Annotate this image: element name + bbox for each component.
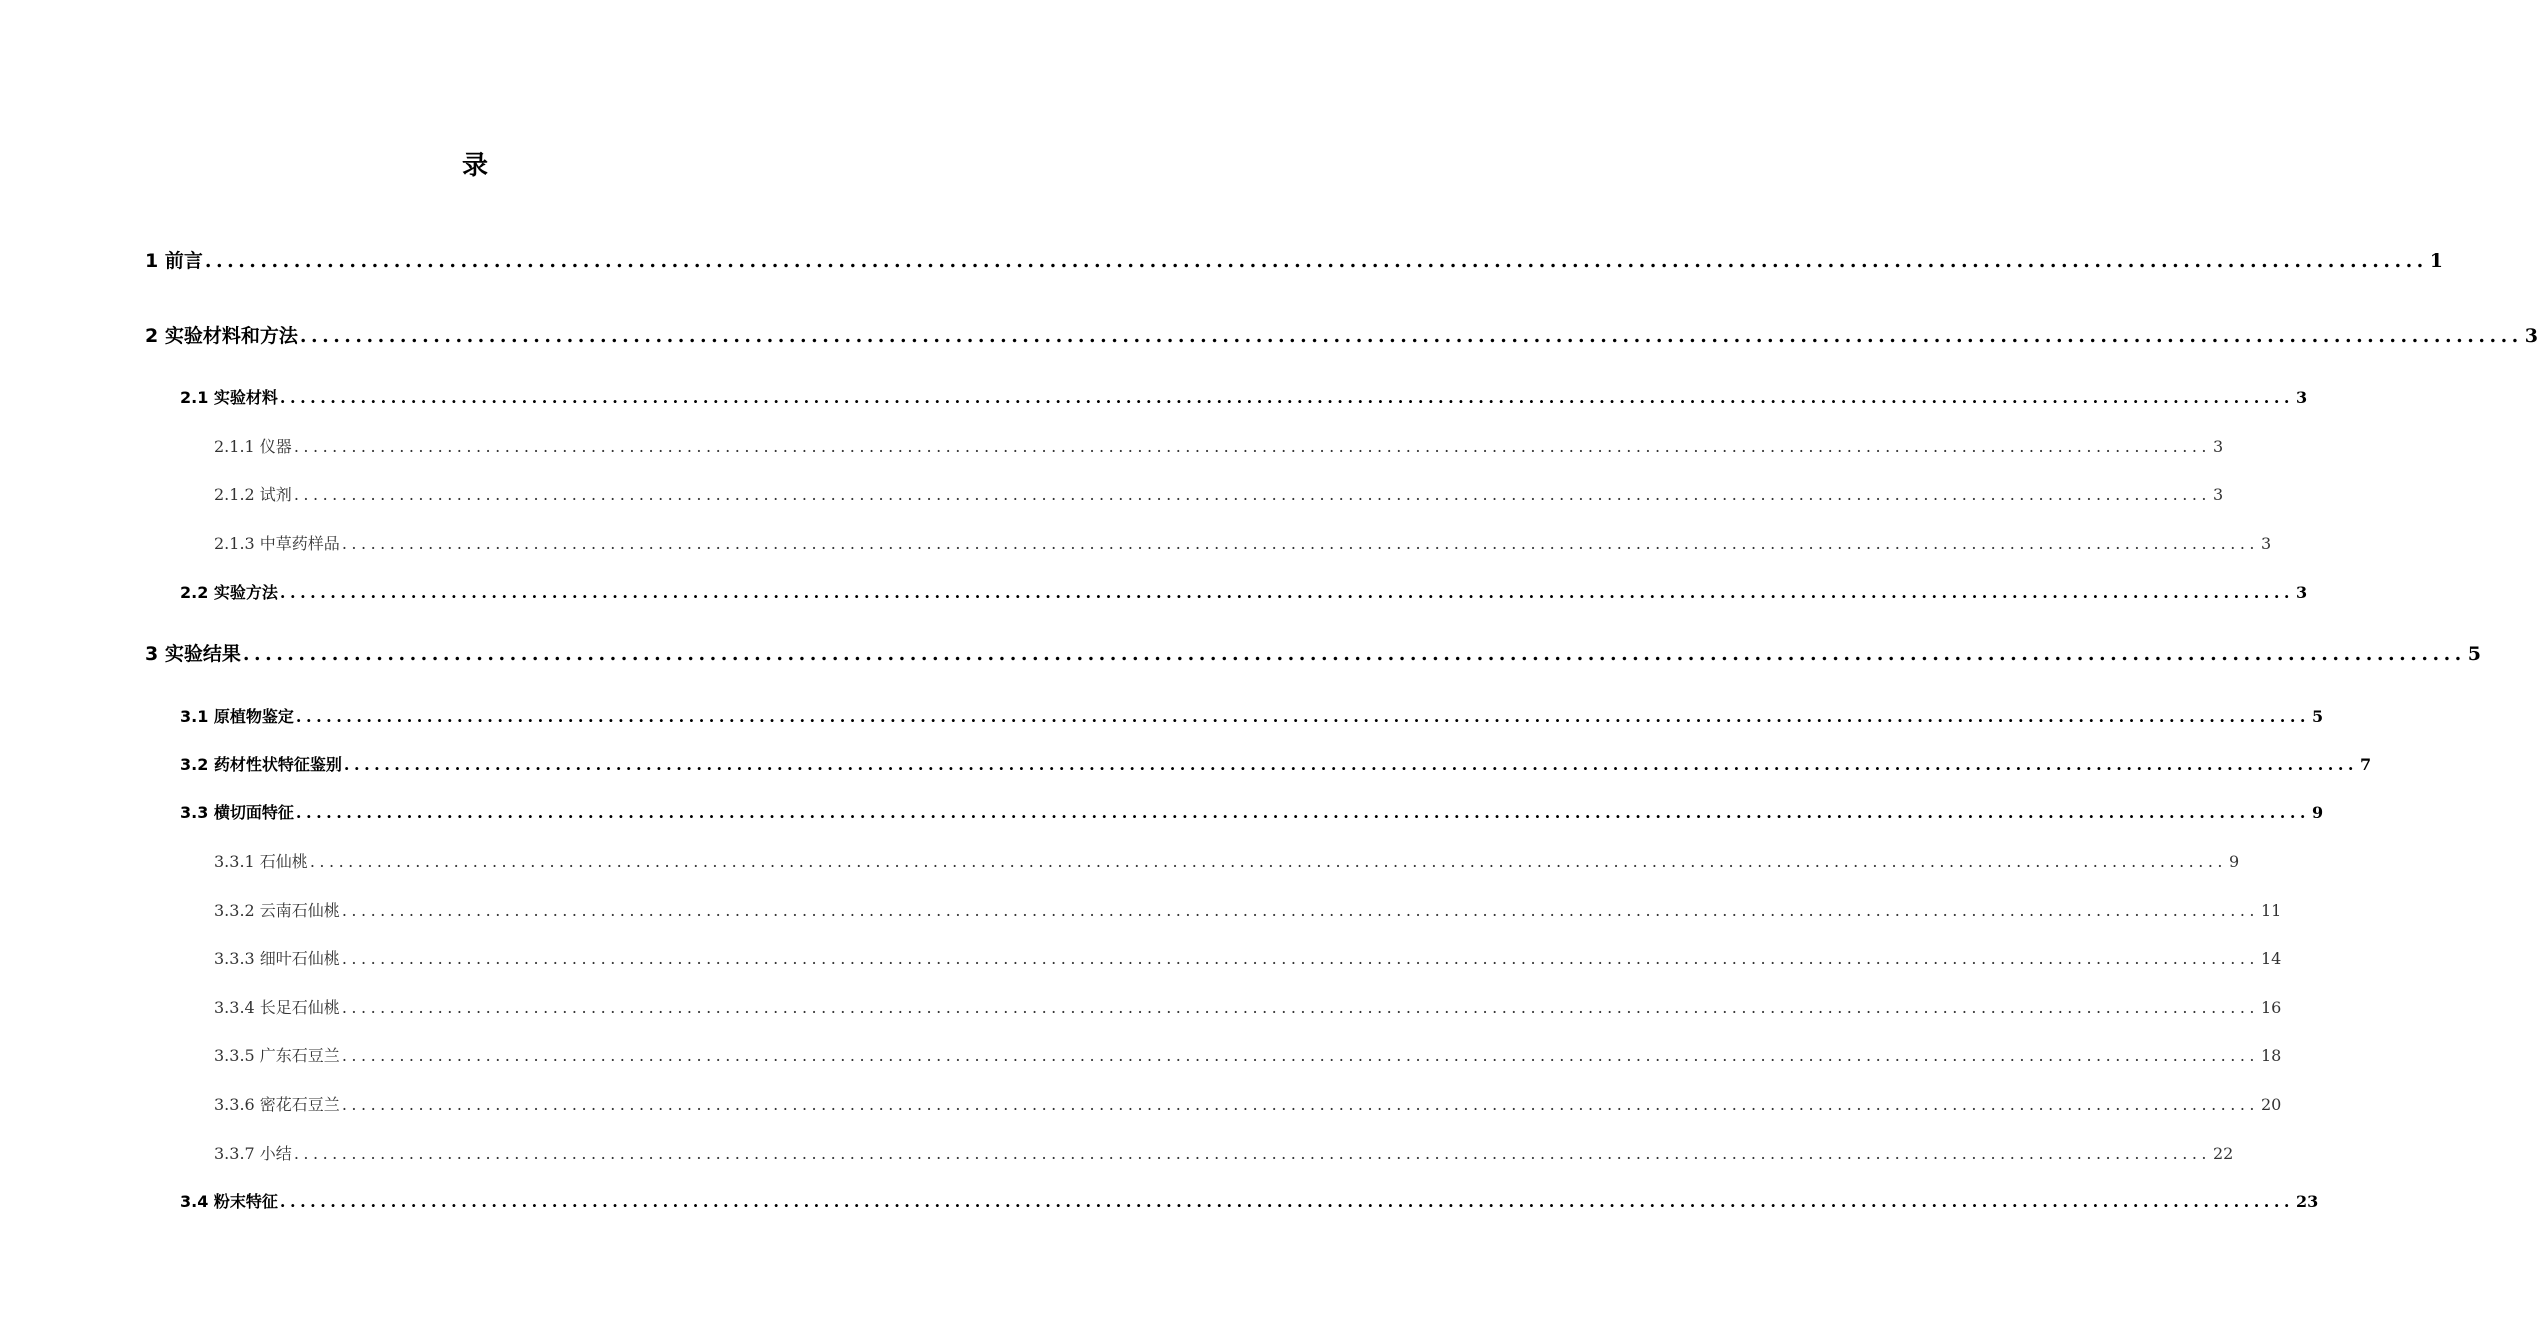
toc-leader-dots: ........................................................................................................................................................................................................ [204, 250, 2428, 272]
toc-entry-page: 11 [2261, 901, 2282, 920]
toc-entry-page: 3 [2261, 534, 2272, 553]
toc-entry[interactable] [214, 531, 2272, 554]
toc-entry-page: 5 [2311, 707, 2324, 726]
toc-entry[interactable] [214, 1043, 2282, 1066]
toc-entry-page: 7 [2359, 755, 2372, 774]
toc-leader-dots: ........................................................................................................................................................................................................ [293, 1144, 2211, 1163]
toc-entry-page: 22 [2213, 1144, 2234, 1163]
toc-leader-dots: ........................................................................................................................................................................................................ [341, 1095, 2259, 1114]
toc-entry-label: 2.1 实验材料 [180, 388, 278, 407]
toc-entry-label: 1 前言 [145, 250, 203, 272]
toc-entry-label: 2.1.3 中草药样品 [214, 534, 340, 553]
toc-entry-page: 3 [2524, 325, 2538, 347]
toc-entry[interactable] [145, 639, 2482, 666]
toc-entry-label: 2.1.1 仪器 [214, 437, 292, 456]
toc-entry-label: 3.1 原植物鉴定 [180, 707, 294, 726]
toc-entry-label: 3.3.6 密花石豆兰 [214, 1095, 340, 1114]
toc-entry-label: 3.2 药材性状特征鉴别 [180, 755, 342, 774]
toc-entry[interactable] [145, 246, 2444, 273]
toc-leader-dots: ........................................................................................................................................................................................................ [293, 485, 2211, 504]
toc-entry-page: 9 [2229, 852, 2240, 871]
toc-entry-label: 3.3.2 云南石仙桃 [214, 901, 340, 920]
toc-entry[interactable] [145, 321, 2538, 348]
toc-entry-label: 3.3 横切面特征 [180, 803, 294, 822]
toc-leader-dots: ........................................................................................................................................................................................................ [295, 803, 2310, 822]
toc-entry[interactable] [180, 1189, 2319, 1212]
toc-entry-page: 3 [2295, 388, 2308, 407]
toc-entry-label: 3 实验结果 [145, 643, 241, 665]
toc-leader-dots: ........................................................................................................................................................................................................ [293, 437, 2211, 456]
toc-entry-label: 3.3.1 石仙桃 [214, 852, 308, 871]
toc-entry-page: 3 [2213, 437, 2224, 456]
toc-entry-label: 3.3.7 小结 [214, 1144, 292, 1163]
toc-entry[interactable] [180, 800, 2324, 823]
toc-leader-dots: ........................................................................................................................................................................................................ [279, 1192, 2294, 1211]
toc-entry[interactable] [214, 1141, 2234, 1164]
toc-entry[interactable] [214, 482, 2224, 505]
toc-leader-dots: ........................................................................................................................................................................................................ [309, 852, 2227, 871]
toc-leader-dots: ........................................................................................................................................................................................................ [341, 1046, 2259, 1065]
toc-leader-dots: ........................................................................................................................................................................................................ [343, 755, 2358, 774]
toc-entry-page: 14 [2261, 949, 2282, 968]
toc-entry[interactable] [214, 898, 2282, 921]
toc-entry-page: 3 [2213, 485, 2224, 504]
toc-entry-label: 2 实验材料和方法 [145, 325, 298, 347]
toc-leader-dots: ........................................................................................................................................................................................................ [341, 949, 2259, 968]
toc-entry-page: 23 [2295, 1192, 2319, 1211]
toc-entry-page: 20 [2261, 1095, 2282, 1114]
toc-entry[interactable] [180, 385, 2308, 408]
toc-entry-page: 1 [2429, 250, 2444, 272]
toc-leader-dots: ........................................................................................................................................................................................................ [299, 325, 2523, 347]
toc-title: 录 [461, 151, 488, 181]
toc-entry-page: 16 [2261, 998, 2282, 1017]
toc-entry[interactable] [214, 849, 2240, 872]
toc-entry[interactable] [180, 752, 2372, 775]
toc-leader-dots: ........................................................................................................................................................................................................ [341, 998, 2259, 1017]
toc-leader-dots: ........................................................................................................................................................................................................ [279, 583, 2294, 602]
toc-entry-label: 2.2 实验方法 [180, 583, 278, 602]
toc-leader-dots: ........................................................................................................................................................................................................ [295, 707, 2310, 726]
toc-leader-dots: ........................................................................................................................................................................................................ [242, 643, 2466, 665]
toc-entry-page: 9 [2311, 803, 2324, 822]
toc-entry-page: 5 [2467, 643, 2482, 665]
toc-entry[interactable] [180, 580, 2308, 603]
toc-entry[interactable] [214, 1092, 2282, 1115]
toc-entry-label: 3.3.5 广东石豆兰 [214, 1046, 340, 1065]
toc-entry-label: 2.1.2 试剂 [214, 485, 292, 504]
toc-entry-page: 3 [2295, 583, 2308, 602]
toc-entry[interactable] [180, 704, 2324, 727]
toc-entry-label: 3.3.3 细叶石仙桃 [214, 949, 340, 968]
toc-leader-dots: ........................................................................................................................................................................................................ [341, 534, 2259, 553]
toc-entry[interactable] [214, 995, 2282, 1018]
toc-entry-label: 3.3.4 长足石仙桃 [214, 998, 340, 1017]
toc-entry[interactable] [214, 434, 2224, 457]
toc-leader-dots: ........................................................................................................................................................................................................ [279, 388, 2294, 407]
toc-leader-dots: ........................................................................................................................................................................................................ [341, 901, 2259, 920]
toc-entry[interactable] [214, 946, 2282, 969]
toc-entry-page: 18 [2261, 1046, 2282, 1065]
toc-entry-label: 3.4 粉末特征 [180, 1192, 278, 1211]
